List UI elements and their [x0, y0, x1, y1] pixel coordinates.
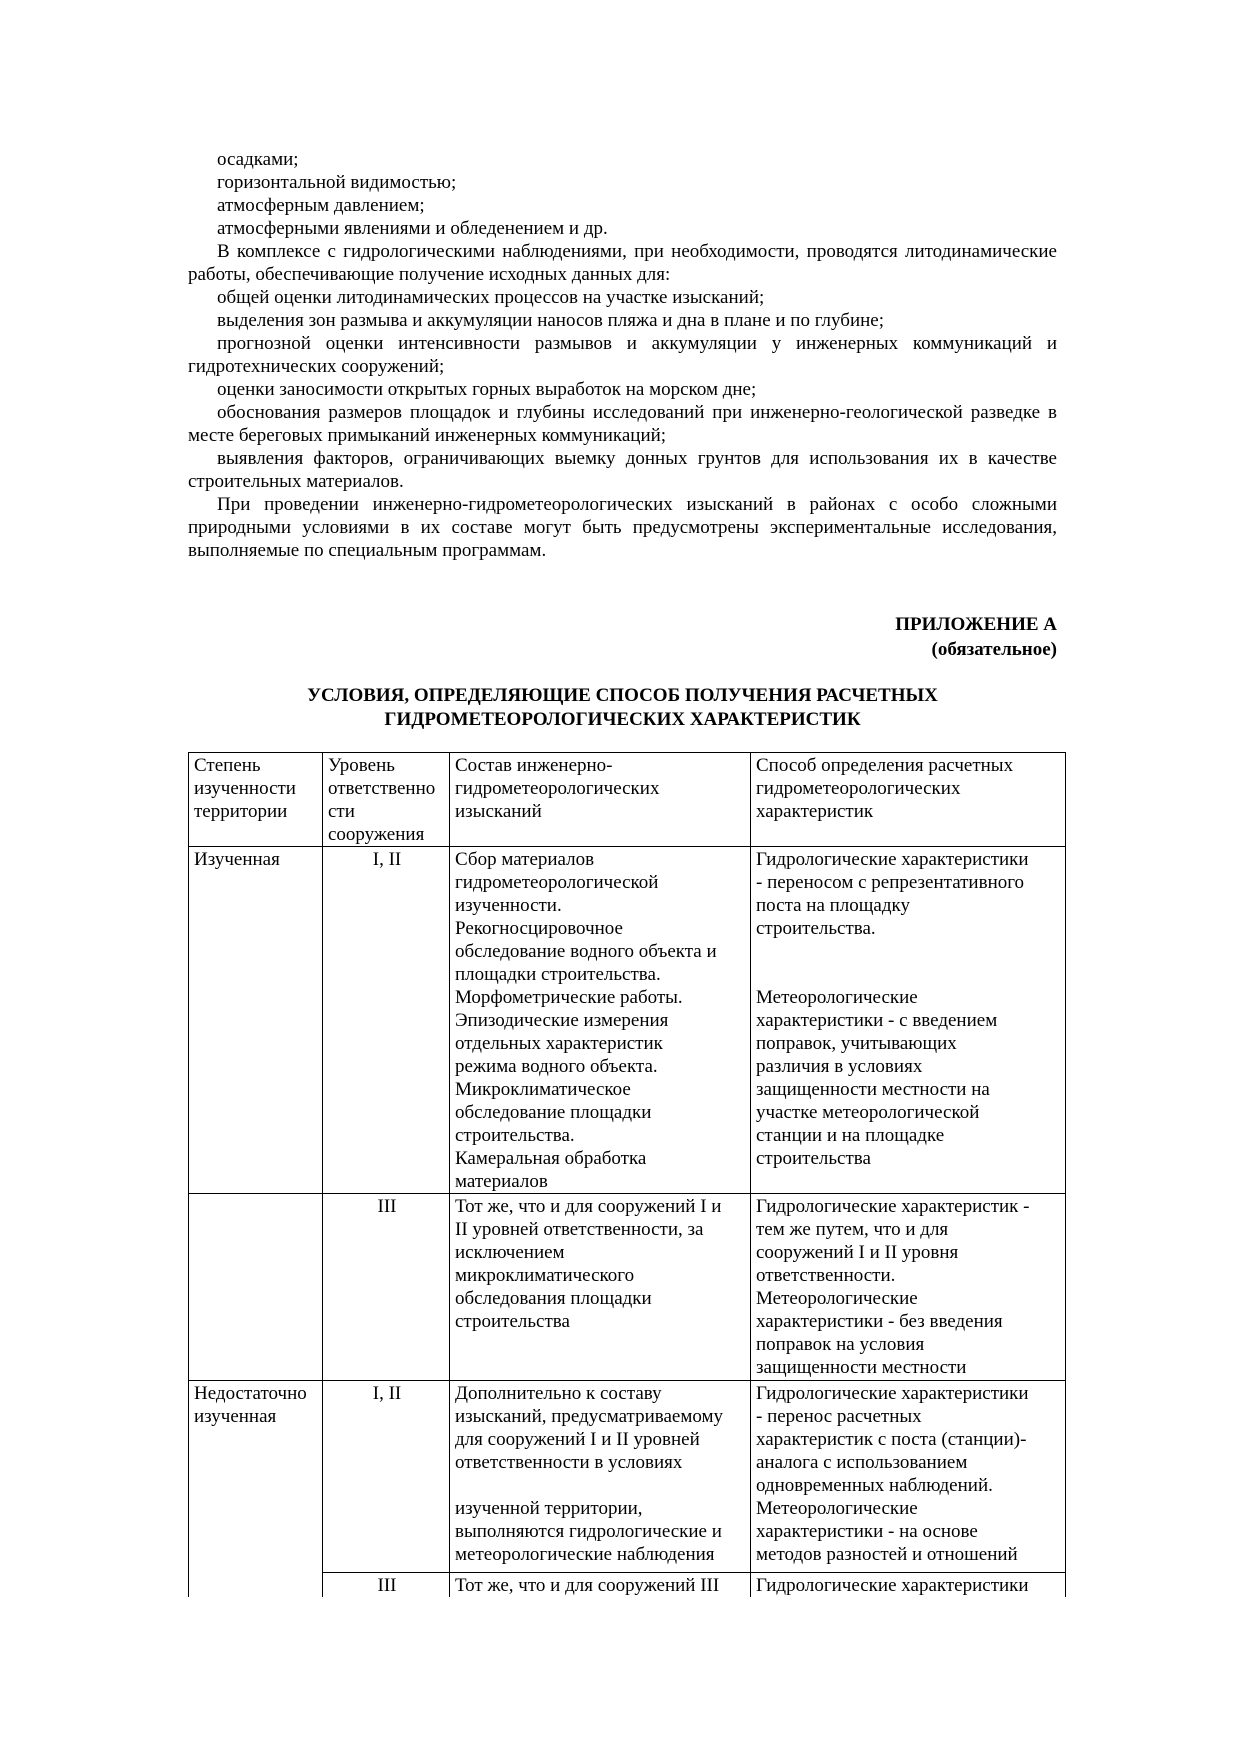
cell-line: защищенности местности: [756, 1357, 967, 1378]
header-level: [323, 753, 450, 847]
cell-line: поправок, учитывающих: [756, 1033, 957, 1054]
cell-line: Эпизодические измерения: [455, 1010, 669, 1031]
cell-line: [756, 963, 1062, 986]
cell-line: Морфометрические работы.: [455, 987, 683, 1008]
title-line-2: ГИДРОМЕТЕОРОЛОГИЧЕСКИХ ХАРАКТЕРИСТИК: [384, 709, 861, 730]
cell-line: Уровень: [328, 755, 395, 776]
cell-line: строительства: [455, 1311, 570, 1332]
cell-scope: [450, 1194, 751, 1381]
title-line-1: УСЛОВИЯ, ОПРЕДЕЛЯЮЩИЕ СПОСОБ ПОЛУЧЕНИЯ РАСЧЕТНЫХ: [307, 685, 938, 706]
paragraph: обоснования размеров площадок и глубины исследований при инженерно-геологической разведке в месте береговых примыканий инженерных коммуникаций;: [188, 402, 1057, 446]
table-row: [189, 1573, 1066, 1598]
cell-line: строительства: [756, 1148, 871, 1169]
cell-line: аналога с использованием: [756, 1452, 968, 1473]
cell-line: обследование водного объекта и: [455, 941, 717, 962]
cell-line: Состав инженерно-: [455, 755, 613, 776]
paragraph: горизонтальной видимостью;: [217, 172, 457, 193]
cell-method: [751, 1381, 1066, 1573]
cell-line: - перенос расчетных: [756, 1406, 922, 1427]
paragraph: оценки заносимости открытых горных выработок на морском дне;: [217, 379, 757, 400]
paragraph: осадками;: [217, 149, 299, 170]
header-method: [751, 753, 1066, 847]
cell-line: изысканий: [455, 801, 542, 822]
cell-line: характеристик: [756, 801, 874, 822]
cell-line: Гидрологические характеристики: [756, 849, 1029, 870]
cell-line: характеристики - на основе: [756, 1521, 978, 1542]
cell-scope: [450, 1573, 751, 1598]
appendix-status: (обязательное): [931, 639, 1057, 660]
cell-line: [756, 940, 1062, 963]
cell-line: отдельных характеристик: [455, 1033, 663, 1054]
cell-line: участке метеорологической: [756, 1102, 980, 1123]
cell-line: одновременных наблюдений.: [756, 1475, 993, 1496]
cell-line: защищенности местности на: [756, 1079, 990, 1100]
cell-level: I, II: [323, 1381, 450, 1573]
document-title: [188, 684, 1057, 732]
cell-line: Способ определения расчетных: [756, 755, 1014, 776]
cell-line: гидрометеорологических: [455, 778, 660, 799]
cell-line: изученности.: [455, 895, 562, 916]
cell-line: ответственности.: [756, 1265, 896, 1286]
cell-line: обследования площадки: [455, 1288, 652, 1309]
cell-line: Тот же, что и для сооружений I и: [455, 1196, 722, 1217]
cell-line: ответственности в условиях: [455, 1452, 683, 1473]
cell-line: исключением: [455, 1242, 565, 1263]
cell-line: изученная: [194, 1406, 277, 1427]
cell-line: Тот же, что и для сооружений III: [455, 1575, 720, 1596]
cell-line: гидрометеорологической: [455, 872, 659, 893]
cell-line: Камеральная обработка: [455, 1148, 647, 1169]
paragraph: выявления факторов, ограничивающих выемку донных грунтов для использования их в качестве строительных материалов.: [188, 448, 1057, 492]
cell-line: выполняются гидрологические и: [455, 1521, 722, 1542]
cell-line: Сбор материалов: [455, 849, 595, 870]
table-row: [189, 847, 1066, 1194]
document-body: [188, 148, 1057, 732]
cell-line: ответственно: [328, 778, 436, 799]
header-scope: [450, 753, 751, 847]
cell-line: поправок на условия: [756, 1334, 925, 1355]
cell-line: материалов: [455, 1171, 548, 1192]
cell-method: [751, 1194, 1066, 1381]
paragraph: В комплексе с гидрологическими наблюдениями, при необходимости, проводятся литодинамические работы, обеспечивающие получение исходных данных для:: [188, 241, 1057, 285]
paragraph: общей оценки литодинамических процессов на участке изысканий;: [217, 287, 765, 308]
paragraph: При проведении инженерно-гидрометеорологических изысканий в районах с особо сложными природными условиями в их составе могут быть предусмотрены экспериментальные исследования, выполняемые по специальным программам.: [188, 494, 1057, 561]
cell-line: различия в условиях: [756, 1056, 923, 1077]
appendix-label: ПРИЛОЖЕНИЕ А: [895, 614, 1057, 635]
cell-line: изысканий, предусматриваемому: [455, 1406, 724, 1427]
cell-line: изученности: [194, 778, 296, 799]
cell-territory: [189, 1194, 323, 1381]
cell-line: Метеорологические: [756, 1498, 918, 1519]
table-header-row: [189, 753, 1066, 847]
cell-line: станции и на площадке: [756, 1125, 945, 1146]
cell-line: Метеорологические: [756, 987, 918, 1008]
paragraph: выделения зон размыва и аккумуляции наносов пляжа и дна в плане и по глубине;: [217, 310, 885, 331]
cell-level: III: [323, 1573, 450, 1598]
cell-line: - переносом с репрезентативного: [756, 872, 1025, 893]
cell-line: Рекогносцировочное: [455, 918, 623, 939]
cell-method: [751, 1573, 1066, 1598]
cell-line: II уровней ответственности, за: [455, 1219, 704, 1240]
cell-level: III: [323, 1194, 450, 1381]
cell-line: Недостаточно: [194, 1383, 307, 1404]
cell-line: характеристики - с введением: [756, 1010, 998, 1031]
cell-line: методов разностей и отношений: [756, 1544, 1018, 1565]
cell-line: территории: [194, 801, 288, 822]
cell-line: поста на площадку: [756, 895, 910, 916]
table-row: [189, 1194, 1066, 1381]
cell-line: Дополнительно к составу: [455, 1383, 662, 1404]
cell-line: изученной территории,: [455, 1498, 643, 1519]
cell-line: строительства.: [455, 1125, 575, 1146]
cell-level: I, II: [323, 847, 450, 1194]
text-section: [188, 148, 1057, 562]
cell-scope: [450, 1381, 751, 1573]
paragraph: атмосферными явлениями и обледенением и др.: [217, 218, 608, 239]
cell-line: строительства.: [756, 918, 876, 939]
cell-line: сооружения: [328, 824, 425, 845]
header-territory: [189, 753, 323, 847]
cell-method: [751, 847, 1066, 1194]
cell-line: для сооружений I и II уровней: [455, 1429, 700, 1450]
table-row: [189, 1381, 1066, 1573]
cell-line: обследование площадки: [455, 1102, 652, 1123]
paragraph: атмосферным давлением;: [217, 195, 425, 216]
cell-territory: Изученная: [189, 847, 323, 1194]
cell-line: Степень: [194, 755, 261, 776]
conditions-table: [188, 752, 1066, 1597]
cell-line: характеристики - без введения: [756, 1311, 1003, 1332]
appendix-header: [188, 612, 1057, 662]
cell-line: Метеорологические: [756, 1288, 918, 1309]
cell-line: характеристик с поста (станции)-: [756, 1429, 1027, 1450]
cell-line: режима водного объекта.: [455, 1056, 658, 1077]
cell-line: Гидрологические характеристики: [756, 1383, 1029, 1404]
cell-line: сти: [328, 801, 355, 822]
cell-line: [455, 1474, 747, 1497]
cell-line: площадки строительства.: [455, 964, 661, 985]
cell-line: тем же путем, что и для: [756, 1219, 949, 1240]
cell-line: метеорологические наблюдения: [455, 1544, 715, 1565]
cell-line: микроклиматического: [455, 1265, 635, 1286]
cell-scope: [450, 847, 751, 1194]
cell-line: Гидрологические характеристики: [756, 1575, 1029, 1596]
paragraph: прогнозной оценки интенсивности размывов и аккумуляции у инженерных коммуникаций и гидротехнических сооружений;: [188, 333, 1057, 377]
cell-territory: [189, 1381, 323, 1573]
cell-line: сооружений I и II уровня: [756, 1242, 959, 1263]
cell-line: гидрометеорологических: [756, 778, 961, 799]
cell-line: Микроклиматическое: [455, 1079, 631, 1100]
cell-line: Гидрологические характеристик -: [756, 1196, 1030, 1217]
cell-territory: [189, 1573, 323, 1598]
